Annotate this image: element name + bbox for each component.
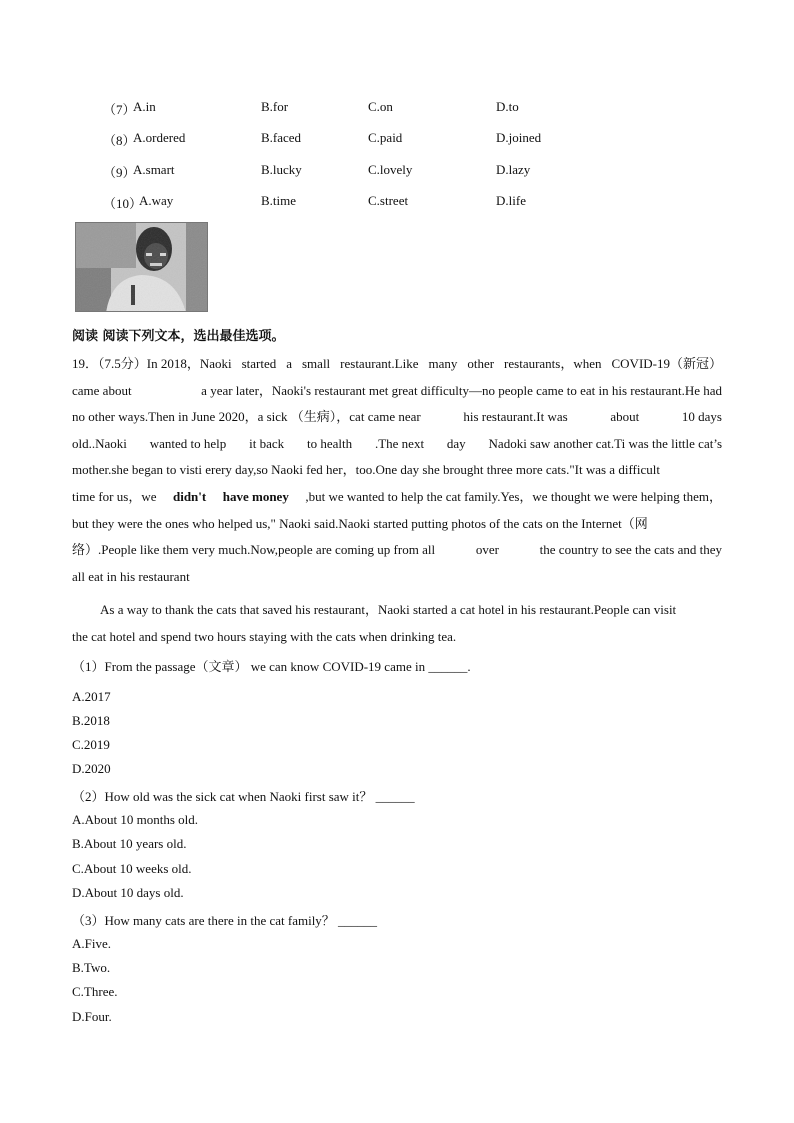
question-number: （8）	[103, 133, 136, 148]
text-segment: wanted to help	[149, 435, 227, 451]
section-title: 阅读 阅读下列文本，选出最佳选项。	[72, 329, 285, 344]
question-3-stem: （3）How many cats are there in the cat family？ ______	[72, 913, 378, 928]
option-b: B.lucky	[261, 162, 302, 177]
text-segment: a	[286, 356, 293, 371]
text-segment: COVID-19（新冠）	[611, 356, 722, 371]
passage-line	[72, 431, 722, 458]
option-c: C.on	[368, 99, 393, 114]
question-2-choice-c: C.About 10 weeks old.	[72, 861, 192, 876]
text-segment: no other ways.Then in June 2020，a sick （生病），cat came near	[72, 409, 421, 425]
text-segment: day	[446, 435, 466, 451]
passage-line	[72, 511, 722, 538]
option-a: A.in	[133, 99, 156, 114]
text-segment: all eat in his restaurant	[72, 568, 190, 584]
option-d: D.to	[496, 99, 519, 114]
passage-line	[72, 564, 722, 591]
text-segment: 10 days	[681, 409, 722, 425]
text-segment: started	[241, 356, 277, 371]
text-segment: came about	[72, 382, 132, 398]
text-segment: about	[610, 409, 640, 425]
passage-line	[72, 597, 722, 624]
option-d: D.life	[496, 193, 526, 208]
option-a: A.ordered	[133, 130, 186, 145]
text-segment: many	[428, 356, 458, 371]
passage-line	[72, 624, 722, 651]
option-d: D.lazy	[496, 162, 531, 177]
question-3-choice-d: D.Four.	[72, 1009, 112, 1024]
option-a: A.way	[139, 193, 174, 208]
passage-line	[72, 537, 722, 564]
text-segment: the cat hotel and spend two hours staying with the cats when drinking tea.	[72, 628, 457, 644]
question-number: （7）	[103, 102, 136, 117]
option-b: B.time	[261, 193, 297, 208]
text-segment: his restaurant.It was	[463, 409, 568, 425]
text-segment: a year later，Naoki's restaurant met great difficulty—no people came to eat in his restaurant.He had	[201, 382, 722, 398]
question-3-choice-b: B.Two.	[72, 960, 111, 975]
option-c: C.paid	[368, 130, 403, 145]
text-segment: mother.she began to visti erery day,so Naoki fed her，too.One day she brought three more cats."It was a difficult	[72, 462, 660, 478]
option-c: C.street	[368, 193, 409, 208]
option-b: B.for	[261, 99, 289, 114]
passage-paragraph-2	[72, 597, 722, 650]
text-segment: it back	[249, 435, 285, 451]
question-2-choice-a: A.About 10 months old.	[72, 812, 199, 827]
text-segment: restaurant.Like	[340, 356, 419, 371]
text-segment: but they were the ones who helped us," Naoki said.Naoki started putting photos of the cats on the Internet（网	[72, 515, 648, 531]
option-a: A.smart	[133, 162, 175, 177]
bold-text: have money	[222, 488, 289, 504]
question-1-choice-a: A.2017	[72, 689, 111, 704]
bold-text: didn't	[172, 488, 207, 504]
question-3-choice-a: A.Five.	[72, 936, 111, 951]
question-1-choice-b: B.2018	[72, 713, 110, 728]
text-segment: As a way to thank the cats that saved his restaurant，Naoki started a cat hotel in his restaurant.People can visit	[100, 602, 677, 617]
option-d: D.joined	[496, 130, 542, 145]
question-number: （10）	[103, 196, 143, 211]
passage-line	[72, 351, 722, 378]
question-1-stem: （1）From the passage（文章） we can know COVID-19 came in ______.	[72, 659, 471, 674]
question-2-choice-d: D.About 10 days old.	[72, 885, 184, 900]
text-segment: to health	[306, 435, 353, 451]
question-1-choice-c: C.2019	[72, 737, 110, 752]
passage-paragraph-1	[72, 351, 722, 590]
passage-line	[72, 378, 722, 405]
text-segment: time for us，we	[72, 488, 157, 504]
text-segment: over	[475, 542, 499, 558]
text-segment: restaurants，when	[504, 356, 602, 371]
question-2-choice-b: B.About 10 years old.	[72, 836, 187, 851]
passage-line	[72, 404, 722, 431]
text-segment: .The next	[374, 435, 425, 451]
text-segment: other	[467, 356, 495, 371]
passage-line	[72, 484, 722, 511]
question-1-choice-d: D.2020	[72, 761, 111, 776]
option-b: B.faced	[261, 130, 302, 145]
text-segment: ,but we wanted to help the cat family.Yes，we thought we were helping them，	[305, 488, 722, 504]
text-segment: small	[302, 356, 331, 371]
text-segment: 络）.People like them very much.Now,people are coming up from all	[72, 542, 436, 558]
person-photo	[75, 222, 208, 312]
text-segment: old..Naoki	[72, 435, 127, 451]
text-segment: Nadoki saw another cat.Ti was the little cat’s	[488, 435, 722, 451]
question-2-stem: （2）How old was the sick cat when Naoki first saw it？ ______	[72, 789, 415, 804]
question-number: （9）	[103, 165, 136, 180]
passage-line	[72, 457, 722, 484]
option-c: C.lovely	[368, 162, 413, 177]
text-segment: 19．（7.5分）In 2018，Naoki	[72, 356, 232, 371]
text-segment: the country to see the cats and they	[539, 542, 722, 558]
question-3-choice-c: C.Three.	[72, 984, 118, 999]
person-photo-drawing	[76, 223, 208, 312]
